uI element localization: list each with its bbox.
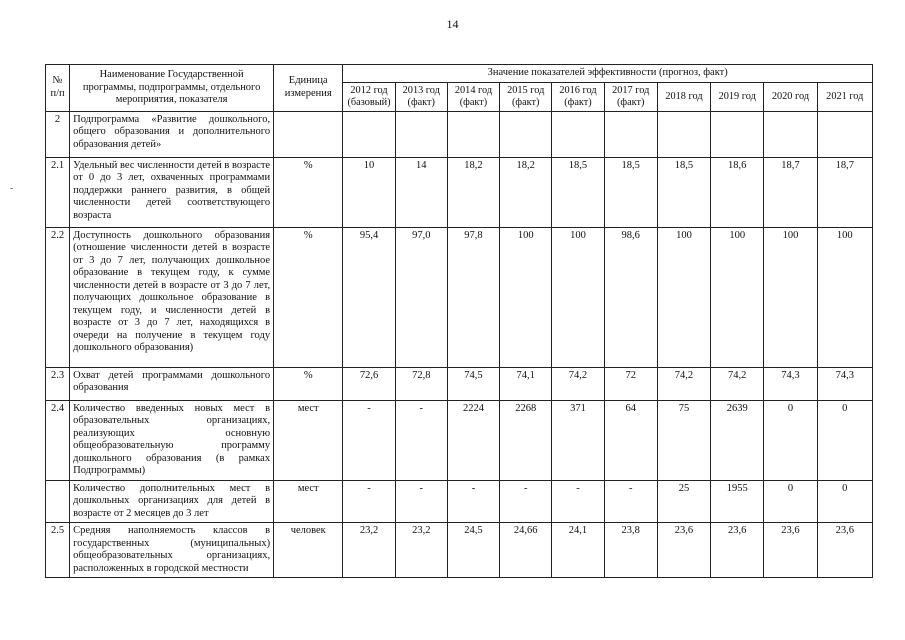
value-cell: 74,1 (500, 367, 552, 400)
table-body (46, 111, 873, 578)
header-year: 2015 год (факт) (500, 82, 552, 111)
value-cell (657, 111, 710, 157)
value-cell: 18,7 (817, 157, 872, 227)
indicator-name: Доступность дошкольного образования (отношение численности детей в возрасте от 3 до 7 лет, получающих дошкольное образование в текущем году, к сумме численности детей в возрасте от 3 до 7 лет, получающих дошкольное образование в текущем году, и численности детей в возрасте от 3 до 7 лет, находящихся в очереди на получение в текущем году дошкольного образования) (70, 227, 274, 367)
value-cell (711, 111, 764, 157)
unit-cell: % (274, 367, 343, 400)
value-cell: 100 (817, 227, 872, 367)
header-num: № п/п (46, 65, 70, 112)
table-row (46, 157, 873, 227)
value-cell: 371 (552, 400, 604, 480)
value-cell: 14 (395, 157, 447, 227)
row-number: 2.4 (46, 400, 70, 480)
value-cell: 23,6 (657, 523, 710, 578)
value-cell: 2268 (500, 400, 552, 480)
value-cell (447, 111, 499, 157)
value-cell: 23,2 (395, 523, 447, 578)
header-year: 2021 год (817, 82, 872, 111)
header-year: 2014 год (факт) (447, 82, 499, 111)
value-cell: 64 (604, 400, 657, 480)
header-name: Наименование Государственной программы, подпрограммы, отдельного мероприятия, показателя (70, 65, 274, 112)
table-row (46, 400, 873, 480)
header-values-title: Значение показателей эффективности (прогноз, факт) (343, 65, 873, 83)
value-cell (395, 111, 447, 157)
indicators-table (45, 64, 873, 578)
value-cell: 0 (817, 480, 872, 523)
value-cell: 72,8 (395, 367, 447, 400)
value-cell: - (447, 480, 499, 523)
value-cell: 100 (500, 227, 552, 367)
header-year: 2013 год (факт) (395, 82, 447, 111)
row-number: 2.1 (46, 157, 70, 227)
table-row (46, 227, 873, 367)
value-cell: 72,6 (343, 367, 395, 400)
value-cell: - (395, 400, 447, 480)
value-cell: 97,0 (395, 227, 447, 367)
value-cell: 97,8 (447, 227, 499, 367)
value-cell: 18,6 (711, 157, 764, 227)
header-year: 2020 год (764, 82, 817, 111)
value-cell: 24,1 (552, 523, 604, 578)
header-unit: Единица измерения (274, 65, 343, 112)
table-row (46, 523, 873, 578)
value-cell: 18,5 (604, 157, 657, 227)
value-cell: 100 (657, 227, 710, 367)
value-cell: 23,6 (817, 523, 872, 578)
value-cell: 10 (343, 157, 395, 227)
value-cell: 74,2 (552, 367, 604, 400)
indicator-name: Подпрограмма «Развитие дошкольного, общего образования и дополнительного образования детей» (70, 111, 274, 157)
value-cell: - (500, 480, 552, 523)
value-cell (500, 111, 552, 157)
value-cell: 74,2 (711, 367, 764, 400)
row-number: 2 (46, 111, 70, 157)
unit-cell: % (274, 157, 343, 227)
value-cell: - (343, 400, 395, 480)
value-cell: 23,8 (604, 523, 657, 578)
value-cell: 24,66 (500, 523, 552, 578)
value-cell: 18,5 (552, 157, 604, 227)
value-cell: 18,2 (447, 157, 499, 227)
header-year: 2016 год (факт) (552, 82, 604, 111)
value-cell (604, 111, 657, 157)
value-cell: 23,2 (343, 523, 395, 578)
value-cell: 74,3 (817, 367, 872, 400)
indicator-name: Удельный вес численности детей в возрасте от 0 до 3 лет, охваченных программами поддержки раннего развития, в общей численности детей соответствующего возраста (70, 157, 274, 227)
value-cell (343, 111, 395, 157)
header-year: 2019 год (711, 82, 764, 111)
row-number: 2.3 (46, 367, 70, 400)
value-cell: 75 (657, 400, 710, 480)
value-cell: 95,4 (343, 227, 395, 367)
value-cell: 100 (711, 227, 764, 367)
value-cell: 18,7 (764, 157, 817, 227)
value-cell (817, 111, 872, 157)
value-cell: 0 (764, 480, 817, 523)
header-year: 2012 год (базовый) (343, 82, 395, 111)
table-row (46, 480, 873, 523)
indicator-name: Количество дополнительных мест в дошкольных организациях для детей в возрасте от 2 месяцев до 3 лет (70, 480, 274, 523)
value-cell: 23,6 (711, 523, 764, 578)
value-cell: 24,5 (447, 523, 499, 578)
value-cell: - (343, 480, 395, 523)
unit-cell: человек (274, 523, 343, 578)
value-cell: 74,2 (657, 367, 710, 400)
unit-cell: мест (274, 480, 343, 523)
value-cell: - (604, 480, 657, 523)
value-cell: 0 (764, 400, 817, 480)
value-cell (764, 111, 817, 157)
header-row (46, 65, 873, 83)
value-cell: 2224 (447, 400, 499, 480)
value-cell: - (395, 480, 447, 523)
value-cell: 74,5 (447, 367, 499, 400)
unit-cell: мест (274, 400, 343, 480)
unit-cell (274, 111, 343, 157)
margin-mark: - (10, 183, 14, 194)
value-cell: 25 (657, 480, 710, 523)
value-cell: 18,5 (657, 157, 710, 227)
indicator-name: Охват детей программами дошкольного образования (70, 367, 274, 400)
table-row (46, 111, 873, 157)
header-year: 2018 год (657, 82, 710, 111)
row-number: 2.5 (46, 523, 70, 578)
value-cell (552, 111, 604, 157)
value-cell: 72 (604, 367, 657, 400)
table-row (46, 367, 873, 400)
value-cell: 23,6 (764, 523, 817, 578)
row-number: 2.2 (46, 227, 70, 367)
value-cell: 1955 (711, 480, 764, 523)
indicator-name: Средняя наполняемость классов в государственных (муниципальных) общеобразовательных организациях, расположенных в городской местности (70, 523, 274, 578)
value-cell: 100 (764, 227, 817, 367)
row-number (46, 480, 70, 523)
value-cell: - (552, 480, 604, 523)
page-number: 14 (446, 17, 459, 31)
value-cell: 98,6 (604, 227, 657, 367)
indicator-name: Количество введенных новых мест в образовательных организациях, реализующих основную общеобразовательную программу дошкольного образования (в рамках Подпрограммы) (70, 400, 274, 480)
value-cell: 2639 (711, 400, 764, 480)
unit-cell: % (274, 227, 343, 367)
value-cell: 0 (817, 400, 872, 480)
value-cell: 100 (552, 227, 604, 367)
header-year: 2017 год (факт) (604, 82, 657, 111)
value-cell: 74,3 (764, 367, 817, 400)
value-cell: 18,2 (500, 157, 552, 227)
